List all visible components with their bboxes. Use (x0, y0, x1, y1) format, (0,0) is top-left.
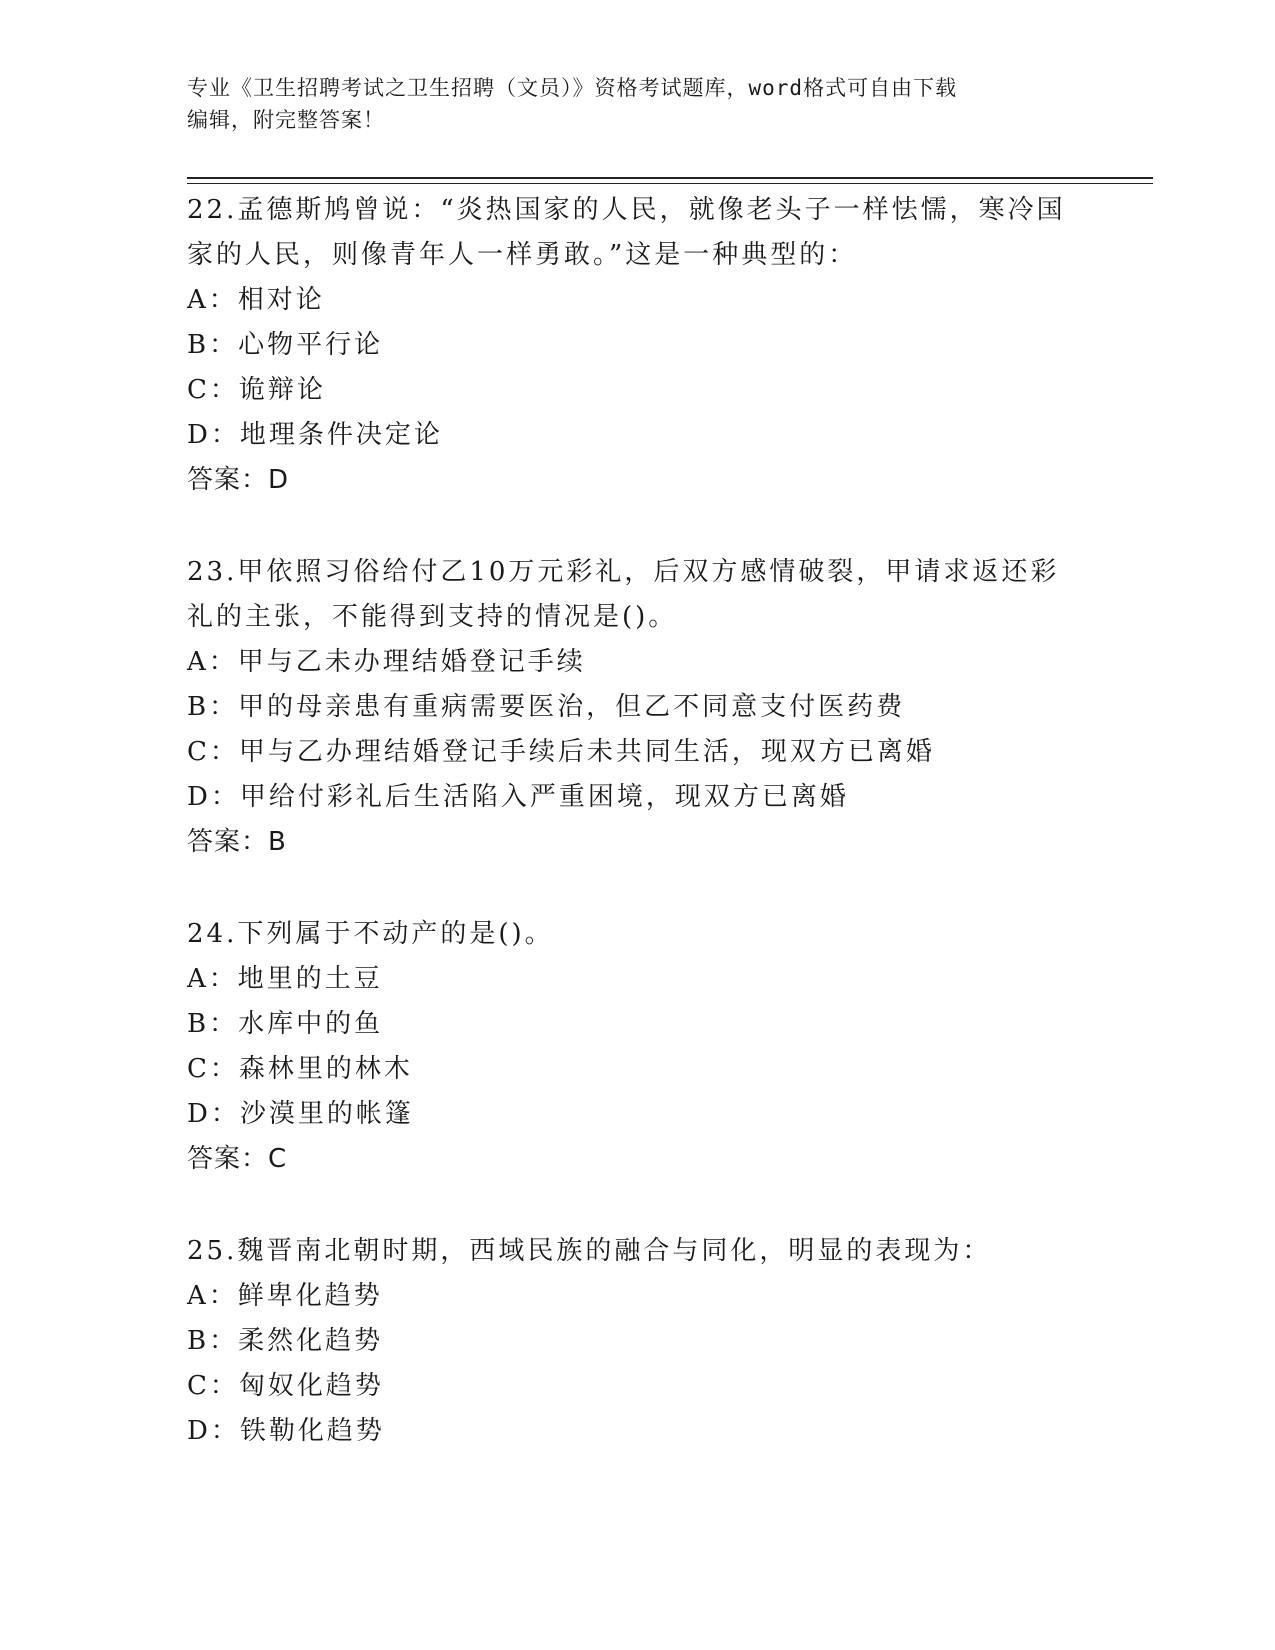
option-c: C：森林里的林木 (187, 1054, 413, 1084)
option-a: A：鲜卑化趋势 (187, 1281, 383, 1311)
question-22 (187, 188, 1087, 503)
option-b: B：心物平行论 (187, 330, 384, 360)
document-header (187, 72, 1067, 136)
question-25 (187, 1229, 1087, 1454)
question-24 (187, 912, 1087, 1182)
option-d: D：甲给付彩礼后生活陷入严重困境，现双方已离婚 (187, 782, 849, 812)
header-line-1: 专业《卫生招聘考试之卫生招聘（文员）》资格考试题库，word格式可自由下载 (187, 76, 958, 100)
answer: 答案：B (187, 827, 287, 857)
question-stem-continued: 礼的主张，不能得到支持的情况是()。 (187, 602, 678, 632)
option-a: A：相对论 (187, 285, 325, 315)
option-b: B：水库中的鱼 (187, 1009, 384, 1039)
header-line-2: 编辑，附完整答案！ (187, 108, 385, 132)
question-stem: 24.下列属于不动产的是()。 (187, 919, 554, 949)
question-stem-continued: 家的人民，则像青年人一样勇敢。”这是一种典型的： (187, 240, 858, 270)
option-b: B：甲的母亲患有重病需要医治，但乙不同意支付医药费 (187, 692, 906, 722)
option-a: A：甲与乙未办理结婚登记手续 (187, 647, 586, 677)
question-stem: 25.魏晋南北朝时期，西域民族的融合与同化，明显的表现为： (187, 1236, 992, 1266)
question-list (187, 188, 1087, 1454)
header-divider-thick (187, 177, 1153, 179)
option-d: D：地理条件决定论 (187, 420, 443, 450)
question-23 (187, 550, 1087, 865)
option-a: A：地里的土豆 (187, 964, 383, 994)
option-b: B：柔然化趋势 (187, 1326, 384, 1356)
question-stem: 23.甲依照习俗给付乙10万元彩礼，后双方感情破裂，甲请求返还彩 (187, 557, 1060, 587)
option-c: C：甲与乙办理结婚登记手续后未共同生活，现双方已离婚 (187, 737, 935, 767)
answer: 答案：D (187, 465, 290, 495)
option-c: C：诡辩论 (187, 375, 326, 405)
option-d: D：沙漠里的帐篷 (187, 1099, 414, 1129)
header-divider-thin (187, 183, 1153, 184)
option-c: C：匈奴化趋势 (187, 1371, 384, 1401)
question-stem: 22.孟德斯鸠曾说：“炎热国家的人民，就像老头子一样怯懦，寒冷国 (187, 195, 1066, 225)
answer: 答案：C (187, 1144, 288, 1174)
option-d: D：铁勒化趋势 (187, 1416, 385, 1446)
